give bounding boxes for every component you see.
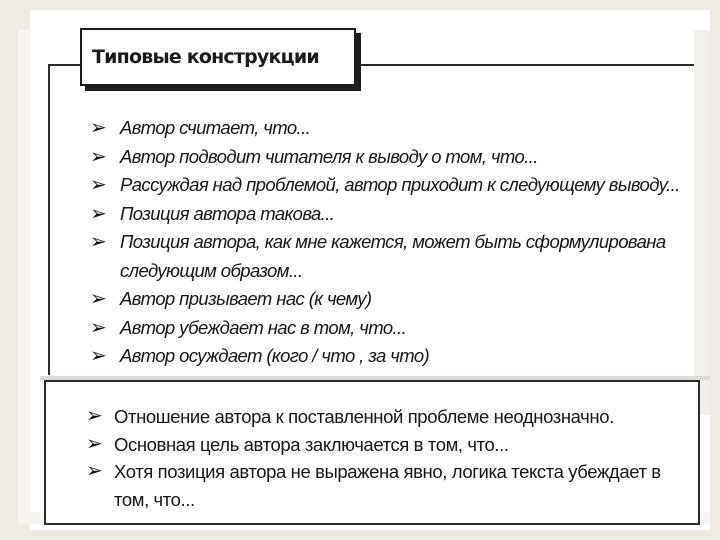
list-item — [86, 431, 666, 459]
list-item — [86, 458, 666, 513]
list-item-text: Автор убеждает нас в том, что... — [120, 316, 407, 338]
list-item — [90, 114, 680, 143]
slide-left-margin — [18, 30, 30, 512]
list-item-text: Основная цель автора заключается в том, что... — [114, 433, 509, 455]
heading-title: Типовые конструкции — [92, 46, 319, 68]
list-item — [90, 171, 680, 200]
list-item-text: Отношение автора к поставленной проблеме неоднозначно. — [114, 406, 614, 427]
arrow-bullet-icon: ➢ — [90, 202, 107, 225]
arrow-bullet-icon: ➢ — [90, 145, 107, 168]
scanned-excerpt-top-clip — [40, 28, 694, 375]
scanned-excerpt-bottom — [44, 380, 700, 525]
additional-phrases-list — [86, 403, 666, 513]
list-item — [90, 342, 680, 371]
arrow-bullet-icon: ➢ — [86, 460, 103, 482]
list-item-text: Позиция автора такова... — [120, 202, 335, 224]
list-item — [90, 143, 680, 172]
list-item — [90, 314, 680, 343]
list-item — [90, 200, 680, 229]
heading-box — [80, 28, 356, 86]
list-item-text: Рассуждая над проблемой, автор приходит к следующему выводу... — [120, 174, 680, 195]
list-item-text: Автор подводит читателя к выводу о том, что... — [120, 145, 538, 167]
list-item — [90, 228, 680, 285]
list-item-text: Автор считает, что... — [120, 117, 311, 138]
list-item-text: Автор осуждает (кого / что , за что) — [120, 345, 430, 366]
arrow-bullet-icon: ➢ — [90, 117, 107, 139]
arrow-bullet-icon: ➢ — [86, 432, 103, 455]
arrow-bullet-icon: ➢ — [90, 345, 107, 367]
arrow-bullet-icon: ➢ — [86, 405, 103, 427]
arrow-bullet-icon: ➢ — [90, 174, 107, 196]
list-item — [86, 403, 666, 431]
list-item-text: Хотя позиция автора не выражена явно, логика текста убеждает в том, что... — [114, 461, 661, 510]
arrow-bullet-icon: ➢ — [90, 316, 107, 339]
typical-phrases-list — [90, 114, 680, 371]
list-item-text: Автор призывает нас (к чему) — [120, 288, 372, 309]
scanned-excerpt-top — [40, 28, 694, 376]
arrow-bullet-icon: ➢ — [90, 288, 107, 310]
arrow-bullet-icon: ➢ — [90, 231, 107, 253]
slide-right-margin — [694, 30, 710, 415]
list-item-text: Позиция автора, как мне кажется, может быть сформулирована следующим образом... — [120, 231, 666, 281]
list-item — [90, 285, 680, 314]
